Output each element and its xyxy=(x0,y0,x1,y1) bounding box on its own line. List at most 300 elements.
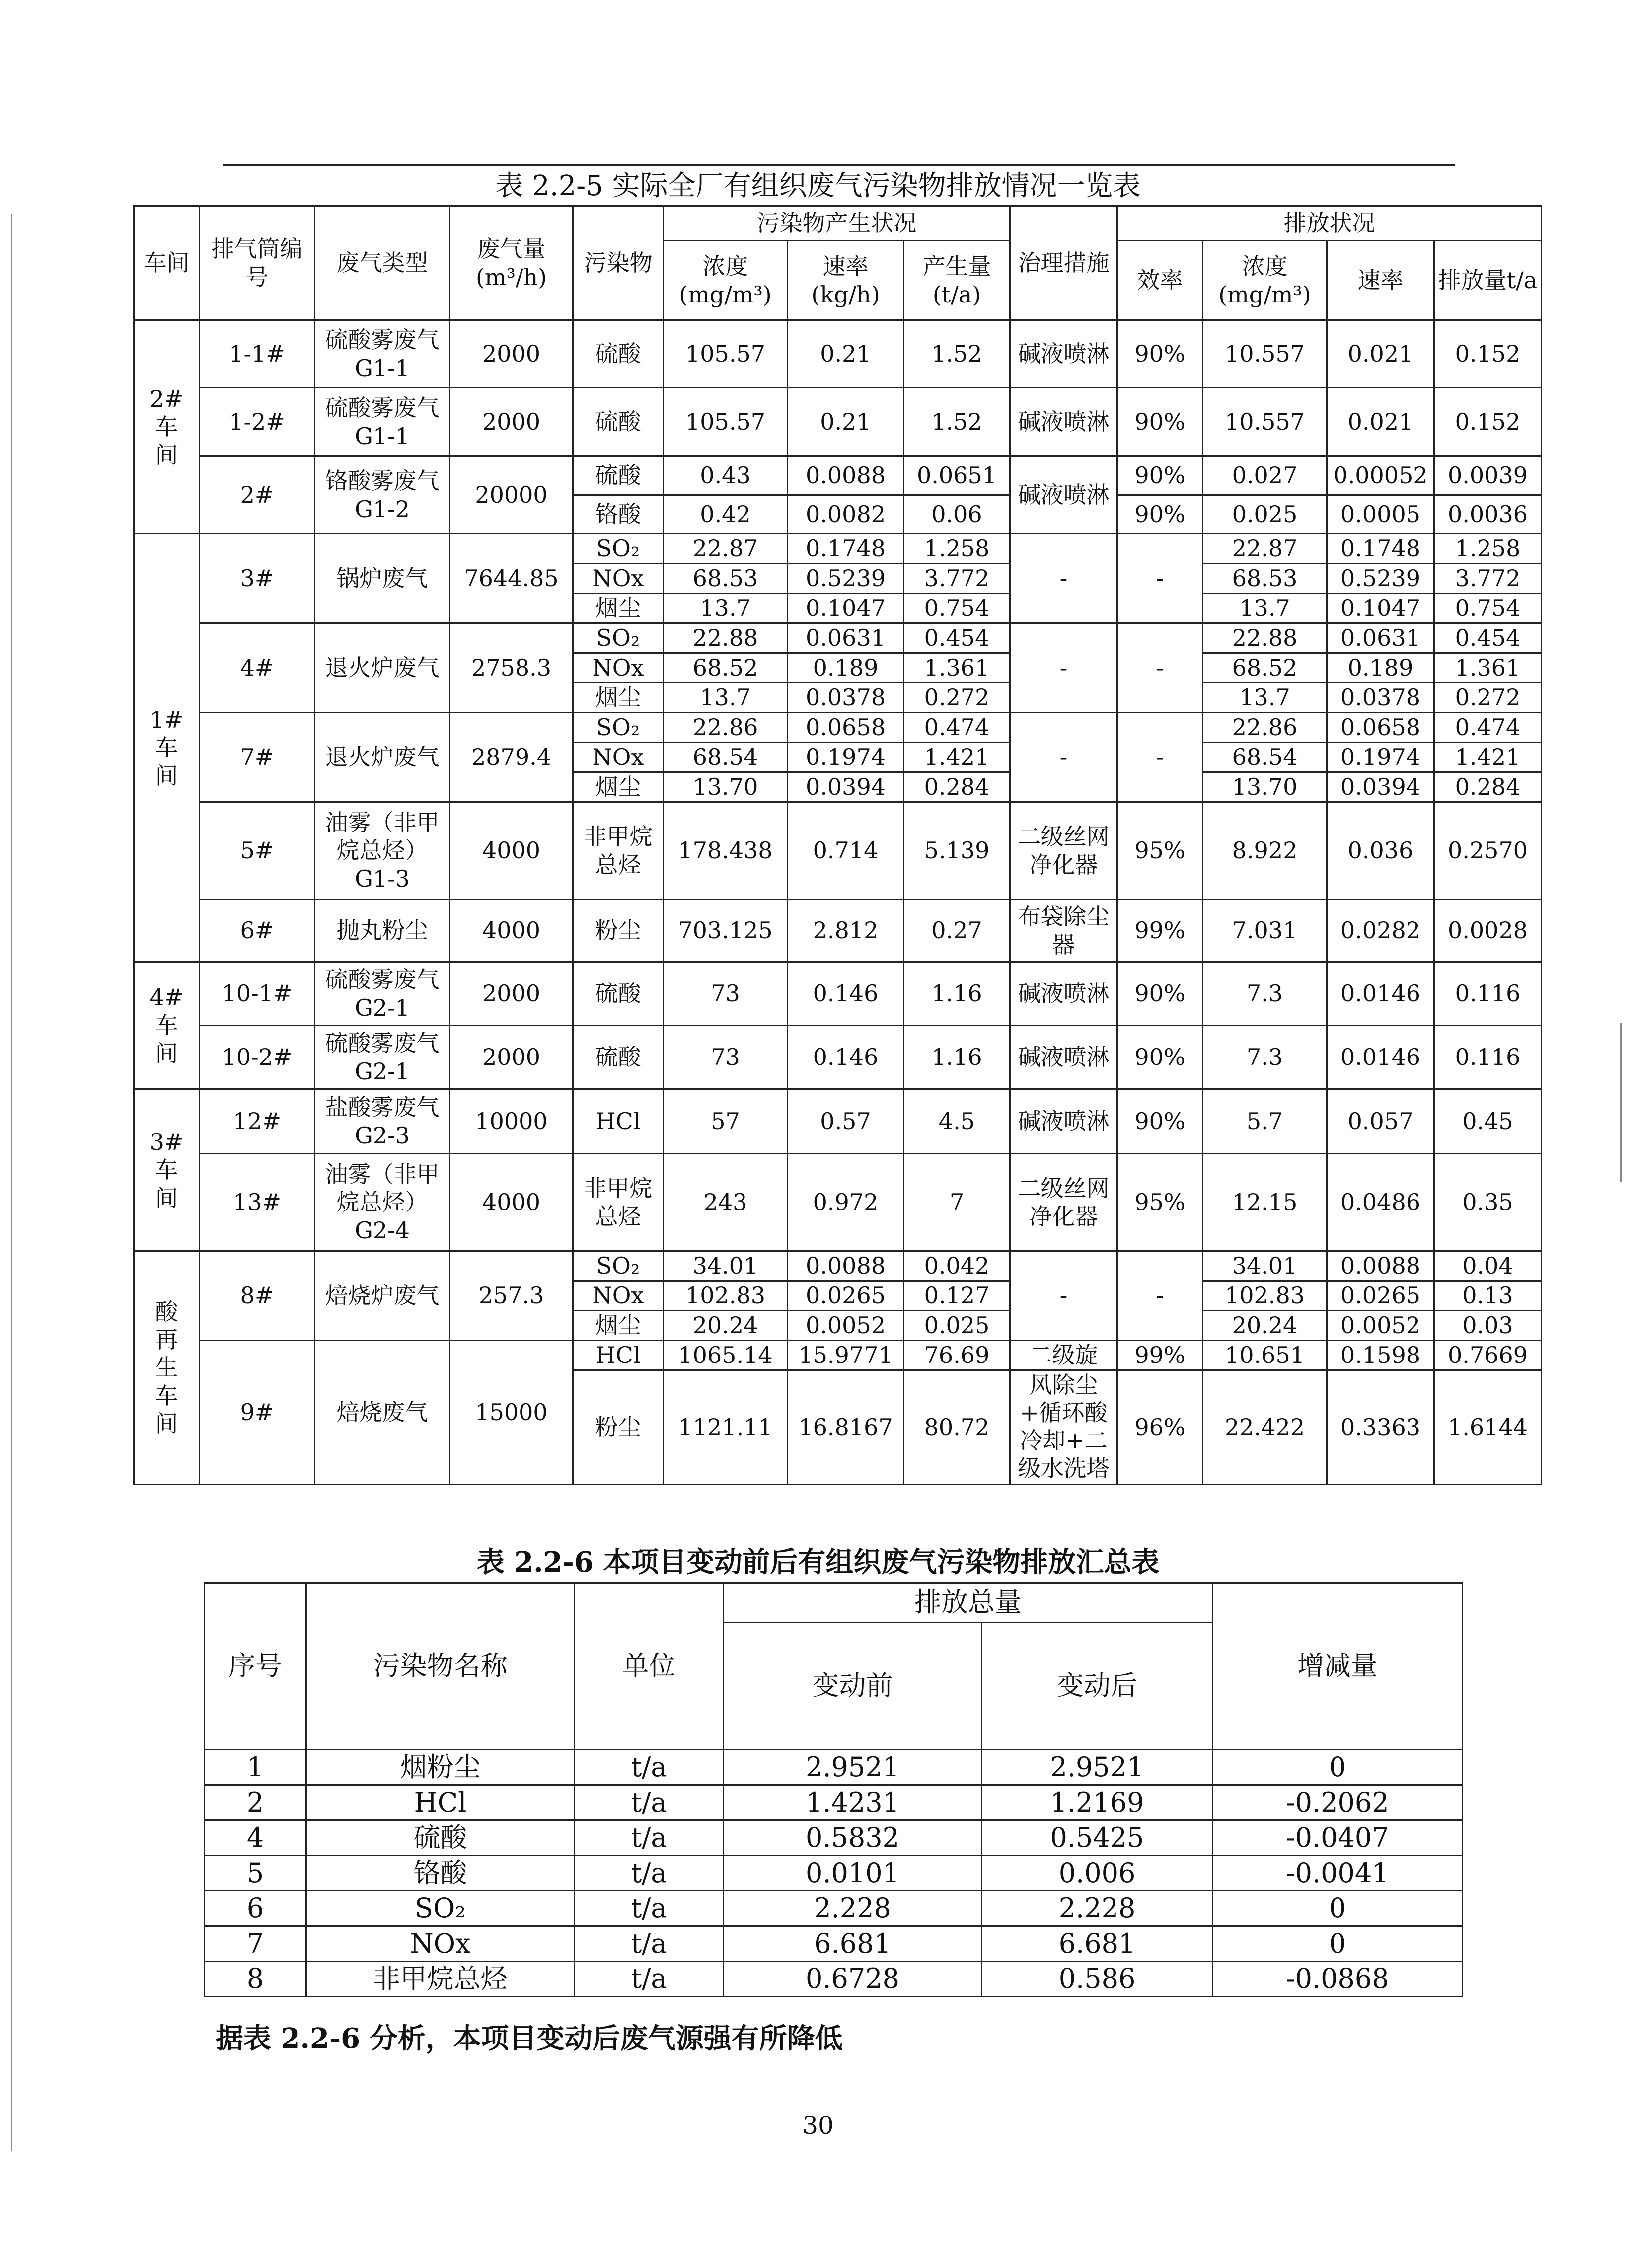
workshop-cell: 酸再生车间 xyxy=(134,1251,200,1485)
emission-concentration: 0.027 xyxy=(1203,456,1327,495)
table1-header xyxy=(134,206,1542,320)
rate: 0.972 xyxy=(788,1154,904,1251)
emission-rate: 0.0378 xyxy=(1327,683,1434,713)
pollutant-name: 铬酸 xyxy=(306,1856,575,1891)
concentration: 22.88 xyxy=(664,623,788,653)
generation-amount: 1.421 xyxy=(904,743,1010,772)
pollutant: 烟尘 xyxy=(573,683,664,713)
rate: 0.1974 xyxy=(788,743,904,772)
after-value: 0.006 xyxy=(982,1856,1213,1891)
emission-concentration: 68.54 xyxy=(1203,743,1327,772)
concentration: 22.86 xyxy=(664,713,788,743)
gas-type: 硫酸雾废气 G1-1 xyxy=(315,320,450,388)
emission-concentration: 13.7 xyxy=(1203,594,1327,623)
emission-concentration: 68.53 xyxy=(1203,564,1327,594)
treatment: 二级旋 xyxy=(1010,1341,1117,1370)
concentration: 243 xyxy=(664,1154,788,1251)
emission-rate: 0.1748 xyxy=(1327,534,1434,564)
emission-rate: 0.0265 xyxy=(1327,1281,1434,1311)
pollutant: NOx xyxy=(573,743,664,772)
emission-amount: 0.116 xyxy=(1434,1026,1542,1089)
scan-edge-right xyxy=(1620,1023,1622,1182)
pollutant-name: 非甲烷总烃 xyxy=(306,1962,575,1997)
efficiency: 90% xyxy=(1117,1026,1203,1089)
generation-amount: 0.474 xyxy=(904,713,1010,743)
efficiency: 96% xyxy=(1117,1370,1203,1485)
gas-type: 硫酸雾废气 G2-1 xyxy=(315,1026,450,1089)
pollutant: 硫酸 xyxy=(573,320,664,388)
emission-amount: 0.474 xyxy=(1434,713,1542,743)
emission-rate: 0.0486 xyxy=(1327,1154,1434,1251)
emission-rate: 0.0282 xyxy=(1327,900,1434,962)
emission-amount: 0.0036 xyxy=(1434,495,1542,534)
change-value: -0.2062 xyxy=(1213,1785,1463,1820)
unit-cell: t/a xyxy=(575,1926,724,1962)
header-rate: 速率(kg/h) xyxy=(788,241,904,320)
treatment: - xyxy=(1010,713,1117,802)
rate: 0.0088 xyxy=(788,456,904,495)
change-value: -0.0407 xyxy=(1213,1820,1463,1856)
pollutant-name: 硫酸 xyxy=(306,1820,575,1856)
rate: 0.0658 xyxy=(788,713,904,743)
unit-cell: t/a xyxy=(575,1785,724,1820)
rate: 0.0394 xyxy=(788,772,904,802)
flow-volume: 20000 xyxy=(450,456,573,534)
page-number: 30 xyxy=(802,2111,834,2140)
flow-volume: 2000 xyxy=(450,1026,573,1089)
emission-rate: 0.0005 xyxy=(1327,495,1434,534)
before-value: 2.228 xyxy=(724,1891,982,1926)
emission-amount: 1.258 xyxy=(1434,534,1542,564)
emission-concentration: 10.651 xyxy=(1203,1341,1327,1370)
stack-id: 8# xyxy=(200,1251,315,1341)
header-change: 增减量 xyxy=(1213,1583,1463,1750)
flow-volume: 4000 xyxy=(450,900,573,962)
treatment: 碱液喷淋 xyxy=(1010,962,1117,1026)
table-row xyxy=(134,1251,1542,1281)
emission-rate: 0.0146 xyxy=(1327,1026,1434,1089)
generation-amount: 0.284 xyxy=(904,772,1010,802)
emission-rate: 0.0631 xyxy=(1327,623,1434,653)
table-row xyxy=(205,1785,1463,1820)
stack-id: 1-2# xyxy=(200,388,315,456)
pollutant: 烟尘 xyxy=(573,594,664,623)
rate: 0.146 xyxy=(788,962,904,1026)
after-value: 2.228 xyxy=(982,1891,1213,1926)
top-rule xyxy=(223,164,1455,166)
emission-concentration: 10.557 xyxy=(1203,320,1327,388)
header-total-emission: 排放总量 xyxy=(724,1583,1213,1623)
emission-rate: 0.0394 xyxy=(1327,772,1434,802)
emission-amount: 0.35 xyxy=(1434,1154,1542,1251)
header-workshop: 车间 xyxy=(134,206,200,320)
gas-type: 抛丸粉尘 xyxy=(315,900,450,962)
emission-rate: 0.0052 xyxy=(1327,1311,1434,1341)
pollutant-name: 烟粉尘 xyxy=(306,1750,575,1785)
rate: 0.21 xyxy=(788,320,904,388)
rate: 0.1748 xyxy=(788,534,904,564)
after-value: 0.5425 xyxy=(982,1820,1213,1856)
concentration: 13.7 xyxy=(664,594,788,623)
pollutant-name: SO₂ xyxy=(306,1891,575,1926)
gas-type: 焙烧炉废气 xyxy=(315,1251,450,1341)
emission-amount: 0.0028 xyxy=(1434,900,1542,962)
seq-cell: 2 xyxy=(205,1785,306,1820)
table1-body xyxy=(134,320,1542,1485)
concentration: 68.54 xyxy=(664,743,788,772)
header-generation-group: 污染物产生状况 xyxy=(664,206,1010,241)
stack-id: 12# xyxy=(200,1089,315,1154)
emission-rate: 0.036 xyxy=(1327,802,1434,900)
change-value: -0.0868 xyxy=(1213,1962,1463,1997)
change-value: 0 xyxy=(1213,1891,1463,1926)
efficiency: 90% xyxy=(1117,320,1203,388)
concentration: 105.57 xyxy=(664,320,788,388)
gas-type: 油雾（非甲烷总烃）G2-4 xyxy=(315,1154,450,1251)
generation-amount: 1.16 xyxy=(904,962,1010,1026)
concentration: 73 xyxy=(664,962,788,1026)
seq-cell: 5 xyxy=(205,1856,306,1891)
workshop-cell: 2#车间 xyxy=(134,320,200,534)
pollutant: NOx xyxy=(573,1281,664,1311)
generation-amount: 1.52 xyxy=(904,388,1010,456)
emission-concentration: 10.557 xyxy=(1203,388,1327,456)
pollutant-name: NOx xyxy=(306,1926,575,1962)
concentration: 0.42 xyxy=(664,495,788,534)
generation-amount: 3.772 xyxy=(904,564,1010,594)
gas-type: 退火炉废气 xyxy=(315,713,450,802)
before-value: 0.5832 xyxy=(724,1820,982,1856)
rate: 0.1047 xyxy=(788,594,904,623)
emission-concentration: 0.025 xyxy=(1203,495,1327,534)
efficiency: 95% xyxy=(1117,1154,1203,1251)
table-row xyxy=(134,1341,1542,1370)
table-row xyxy=(134,802,1542,900)
efficiency: 90% xyxy=(1117,495,1203,534)
pollutant: NOx xyxy=(573,653,664,683)
header-emission-rate: 速率 xyxy=(1327,241,1434,320)
concentration: 13.70 xyxy=(664,772,788,802)
flow-volume: 7644.85 xyxy=(450,534,573,623)
seq-cell: 8 xyxy=(205,1962,306,1997)
concentration: 73 xyxy=(664,1026,788,1089)
stack-id: 5# xyxy=(200,802,315,900)
pollutant: 非甲烷总烃 xyxy=(573,802,664,900)
before-value: 0.6728 xyxy=(724,1962,982,1997)
generation-amount: 1.52 xyxy=(904,320,1010,388)
table-row xyxy=(134,320,1542,388)
header-seq: 序号 xyxy=(205,1583,306,1750)
table-row xyxy=(134,456,1542,495)
table-row xyxy=(134,1089,1542,1154)
emission-concentration: 22.88 xyxy=(1203,623,1327,653)
emission-rate: 0.1598 xyxy=(1327,1341,1434,1370)
after-value: 2.9521 xyxy=(982,1750,1213,1785)
after-value: 1.2169 xyxy=(982,1785,1213,1820)
generation-amount: 0.754 xyxy=(904,594,1010,623)
generation-amount: 5.139 xyxy=(904,802,1010,900)
emission-concentration: 12.15 xyxy=(1203,1154,1327,1251)
emission-amount: 0.754 xyxy=(1434,594,1542,623)
emission-rate: 0.1047 xyxy=(1327,594,1434,623)
emission-amount: 0.13 xyxy=(1434,1281,1542,1311)
concentration: 68.53 xyxy=(664,564,788,594)
pollutant: 烟尘 xyxy=(573,1311,664,1341)
emission-concentration: 20.24 xyxy=(1203,1311,1327,1341)
pollutant: SO₂ xyxy=(573,534,664,564)
change-value: 0 xyxy=(1213,1750,1463,1785)
table-row xyxy=(134,1154,1542,1251)
pollutant: 硫酸 xyxy=(573,456,664,495)
rate: 0.21 xyxy=(788,388,904,456)
stack-id: 4# xyxy=(200,623,315,713)
rate: 0.0088 xyxy=(788,1251,904,1281)
header-concentration: 浓度(mg/m³) xyxy=(664,241,788,320)
gas-type: 锅炉废气 xyxy=(315,534,450,623)
flow-volume: 2000 xyxy=(450,320,573,388)
emission-concentration: 22.86 xyxy=(1203,713,1327,743)
pollutant: HCl xyxy=(573,1089,664,1154)
gas-type: 焙烧废气 xyxy=(315,1341,450,1485)
emission-concentration: 102.83 xyxy=(1203,1281,1327,1311)
rate: 0.714 xyxy=(788,802,904,900)
emission-amount: 0.152 xyxy=(1434,388,1542,456)
flow-volume: 2000 xyxy=(450,388,573,456)
pollutant: 粉尘 xyxy=(573,900,664,962)
emission-concentration: 22.422 xyxy=(1203,1370,1327,1485)
emission-concentration: 5.7 xyxy=(1203,1089,1327,1154)
pollutant: SO₂ xyxy=(573,1251,664,1281)
seq-cell: 6 xyxy=(205,1891,306,1926)
emission-amount: 1.6144 xyxy=(1434,1370,1542,1485)
rate: 0.0378 xyxy=(788,683,904,713)
stack-id: 9# xyxy=(200,1341,315,1485)
emission-concentration: 8.922 xyxy=(1203,802,1327,900)
flow-volume: 4000 xyxy=(450,1154,573,1251)
gas-type: 盐酸雾废气 G2-3 xyxy=(315,1089,450,1154)
generation-amount: 1.258 xyxy=(904,534,1010,564)
rate: 0.0052 xyxy=(788,1311,904,1341)
table2-body xyxy=(205,1750,1463,1997)
treatment: 风除尘+循环酸冷却+二级水洗塔 xyxy=(1010,1370,1117,1485)
generation-amount: 0.0651 xyxy=(904,456,1010,495)
emission-rate: 0.057 xyxy=(1327,1089,1434,1154)
flow-volume: 4000 xyxy=(450,802,573,900)
table-row xyxy=(134,1026,1542,1089)
flow-volume: 15000 xyxy=(450,1341,573,1485)
emission-amount: 0.2570 xyxy=(1434,802,1542,900)
rate: 16.8167 xyxy=(788,1370,904,1485)
emission-concentration: 13.70 xyxy=(1203,772,1327,802)
stack-id: 7# xyxy=(200,713,315,802)
treatment: 碱液喷淋 xyxy=(1010,456,1117,534)
gas-type: 油雾（非甲烷总烃）G1-3 xyxy=(315,802,450,900)
unit-cell: t/a xyxy=(575,1750,724,1785)
concentration: 57 xyxy=(664,1089,788,1154)
emission-rate: 0.1974 xyxy=(1327,743,1434,772)
pollutant: 烟尘 xyxy=(573,772,664,802)
before-value: 6.681 xyxy=(724,1926,982,1962)
emission-amount: 1.361 xyxy=(1434,653,1542,683)
emission-amount: 0.116 xyxy=(1434,962,1542,1026)
seq-cell: 4 xyxy=(205,1820,306,1856)
table-row xyxy=(134,713,1542,743)
generation-amount: 0.272 xyxy=(904,683,1010,713)
concentration: 68.52 xyxy=(664,653,788,683)
pollutant: SO₂ xyxy=(573,623,664,653)
generation-amount: 0.06 xyxy=(904,495,1010,534)
treatment: 碱液喷淋 xyxy=(1010,388,1117,456)
unit-cell: t/a xyxy=(575,1962,724,1997)
emission-rate: 0.5239 xyxy=(1327,564,1434,594)
efficiency: - xyxy=(1117,1251,1203,1341)
generation-amount: 0.042 xyxy=(904,1251,1010,1281)
efficiency: - xyxy=(1117,623,1203,713)
header-pollutant: 污染物 xyxy=(573,206,664,320)
efficiency: 90% xyxy=(1117,456,1203,495)
emission-concentration: 7.3 xyxy=(1203,1026,1327,1089)
flow-volume: 2879.4 xyxy=(450,713,573,802)
stack-id: 10-1# xyxy=(200,962,315,1026)
header-emission-concentration: 浓度(mg/m³) xyxy=(1203,241,1327,320)
emission-amount: 0.45 xyxy=(1434,1089,1542,1154)
workshop-cell: 4#车间 xyxy=(134,962,200,1089)
concentration: 22.87 xyxy=(664,534,788,564)
emission-table xyxy=(133,205,1542,1485)
rate: 0.146 xyxy=(788,1026,904,1089)
efficiency: 90% xyxy=(1117,388,1203,456)
header-before: 变动前 xyxy=(724,1623,982,1750)
stack-id: 1-1# xyxy=(200,320,315,388)
treatment: - xyxy=(1010,534,1117,623)
efficiency: 90% xyxy=(1117,962,1203,1026)
table-row xyxy=(205,1962,1463,1997)
flow-volume: 10000 xyxy=(450,1089,573,1154)
emission-rate: 0.021 xyxy=(1327,388,1434,456)
generation-amount: 0.27 xyxy=(904,900,1010,962)
concentration: 105.57 xyxy=(664,388,788,456)
emission-amount: 0.284 xyxy=(1434,772,1542,802)
emission-concentration: 22.87 xyxy=(1203,534,1327,564)
table-row xyxy=(134,962,1542,1026)
workshop-cell: 1#车间 xyxy=(134,534,200,962)
gas-type: 铬酸雾废气 G1-2 xyxy=(315,456,450,534)
header-flow: 废气量(m³/h) xyxy=(450,206,573,320)
emission-rate: 0.0088 xyxy=(1327,1251,1434,1281)
treatment: 碱液喷淋 xyxy=(1010,1026,1117,1089)
generation-amount: 0.025 xyxy=(904,1311,1010,1341)
table-row xyxy=(205,1926,1463,1962)
before-value: 0.0101 xyxy=(724,1856,982,1891)
rate: 0.0631 xyxy=(788,623,904,653)
unit-cell: t/a xyxy=(575,1856,724,1891)
rate: 0.5239 xyxy=(788,564,904,594)
emission-concentration: 7.3 xyxy=(1203,962,1327,1026)
before-value: 1.4231 xyxy=(724,1785,982,1820)
efficiency: - xyxy=(1117,534,1203,623)
emission-rate: 0.00052 xyxy=(1327,456,1434,495)
table-row xyxy=(205,1820,1463,1856)
seq-cell: 1 xyxy=(205,1750,306,1785)
generation-amount: 4.5 xyxy=(904,1089,1010,1154)
concentration: 102.83 xyxy=(664,1281,788,1311)
after-value: 0.586 xyxy=(982,1962,1213,1997)
generation-amount: 0.127 xyxy=(904,1281,1010,1311)
emission-concentration: 34.01 xyxy=(1203,1251,1327,1281)
unit-cell: t/a xyxy=(575,1820,724,1856)
emission-rate: 0.021 xyxy=(1327,320,1434,388)
stack-id: 10-2# xyxy=(200,1026,315,1089)
pollutant: NOx xyxy=(573,564,664,594)
seq-cell: 7 xyxy=(205,1926,306,1962)
table-row xyxy=(205,1750,1463,1785)
generation-amount: 76.69 xyxy=(904,1341,1010,1370)
efficiency: 90% xyxy=(1117,1089,1203,1154)
generation-amount: 80.72 xyxy=(904,1370,1010,1485)
emission-amount: 0.272 xyxy=(1434,683,1542,713)
efficiency: 99% xyxy=(1117,1341,1203,1370)
stack-id: 6# xyxy=(200,900,315,962)
concentration: 13.7 xyxy=(664,683,788,713)
table2-caption: 表 2.2-6 本项目变动前后有组织废气污染物排放汇总表 xyxy=(476,1546,1160,1579)
generation-amount: 1.361 xyxy=(904,653,1010,683)
efficiency: - xyxy=(1117,713,1203,802)
rate: 0.57 xyxy=(788,1089,904,1154)
table-row xyxy=(205,1856,1463,1891)
treatment: 布袋除尘器 xyxy=(1010,900,1117,962)
treatment: 二级丝网净化器 xyxy=(1010,802,1117,900)
generation-amount: 0.454 xyxy=(904,623,1010,653)
header-after: 变动后 xyxy=(982,1623,1213,1750)
emission-concentration: 7.031 xyxy=(1203,900,1327,962)
header-emission-group: 排放状况 xyxy=(1117,206,1542,241)
emission-amount: 0.454 xyxy=(1434,623,1542,653)
gas-type: 退火炉废气 xyxy=(315,623,450,713)
stack-id: 2# xyxy=(200,456,315,534)
header-emission-amount: 排放量t/a xyxy=(1434,241,1542,320)
header-pollutant-name: 污染物名称 xyxy=(306,1583,575,1750)
pollutant: 硫酸 xyxy=(573,1026,664,1089)
emission-rate: 0.0146 xyxy=(1327,962,1434,1026)
treatment: 二级丝网净化器 xyxy=(1010,1154,1117,1251)
table1-caption: 表 2.2-5 实际全厂有组织废气污染物排放情况一览表 xyxy=(495,170,1141,202)
emission-amount: 0.03 xyxy=(1434,1311,1542,1341)
emission-amount: 1.421 xyxy=(1434,743,1542,772)
concentration: 20.24 xyxy=(664,1311,788,1341)
treatment: 碱液喷淋 xyxy=(1010,320,1117,388)
emission-concentration: 68.52 xyxy=(1203,653,1327,683)
rate: 15.9771 xyxy=(788,1341,904,1370)
rate: 2.812 xyxy=(788,900,904,962)
concentration: 1121.11 xyxy=(664,1370,788,1485)
pollutant: HCl xyxy=(573,1341,664,1370)
emission-rate: 0.3363 xyxy=(1327,1370,1434,1485)
stack-id: 13# xyxy=(200,1154,315,1251)
pollutant-name: HCl xyxy=(306,1785,575,1820)
change-value: -0.0041 xyxy=(1213,1856,1463,1891)
pollutant: 铬酸 xyxy=(573,495,664,534)
header-treatment: 治理措施 xyxy=(1010,206,1117,320)
table-row xyxy=(134,534,1542,564)
header-generation-amount: 产生量(t/a) xyxy=(904,241,1010,320)
concentration: 34.01 xyxy=(664,1251,788,1281)
pollutant: 粉尘 xyxy=(573,1370,664,1485)
concentration: 703.125 xyxy=(664,900,788,962)
emission-amount: 0.152 xyxy=(1434,320,1542,388)
generation-amount: 1.16 xyxy=(904,1026,1010,1089)
flow-volume: 2000 xyxy=(450,962,573,1026)
emission-concentration: 13.7 xyxy=(1203,683,1327,713)
